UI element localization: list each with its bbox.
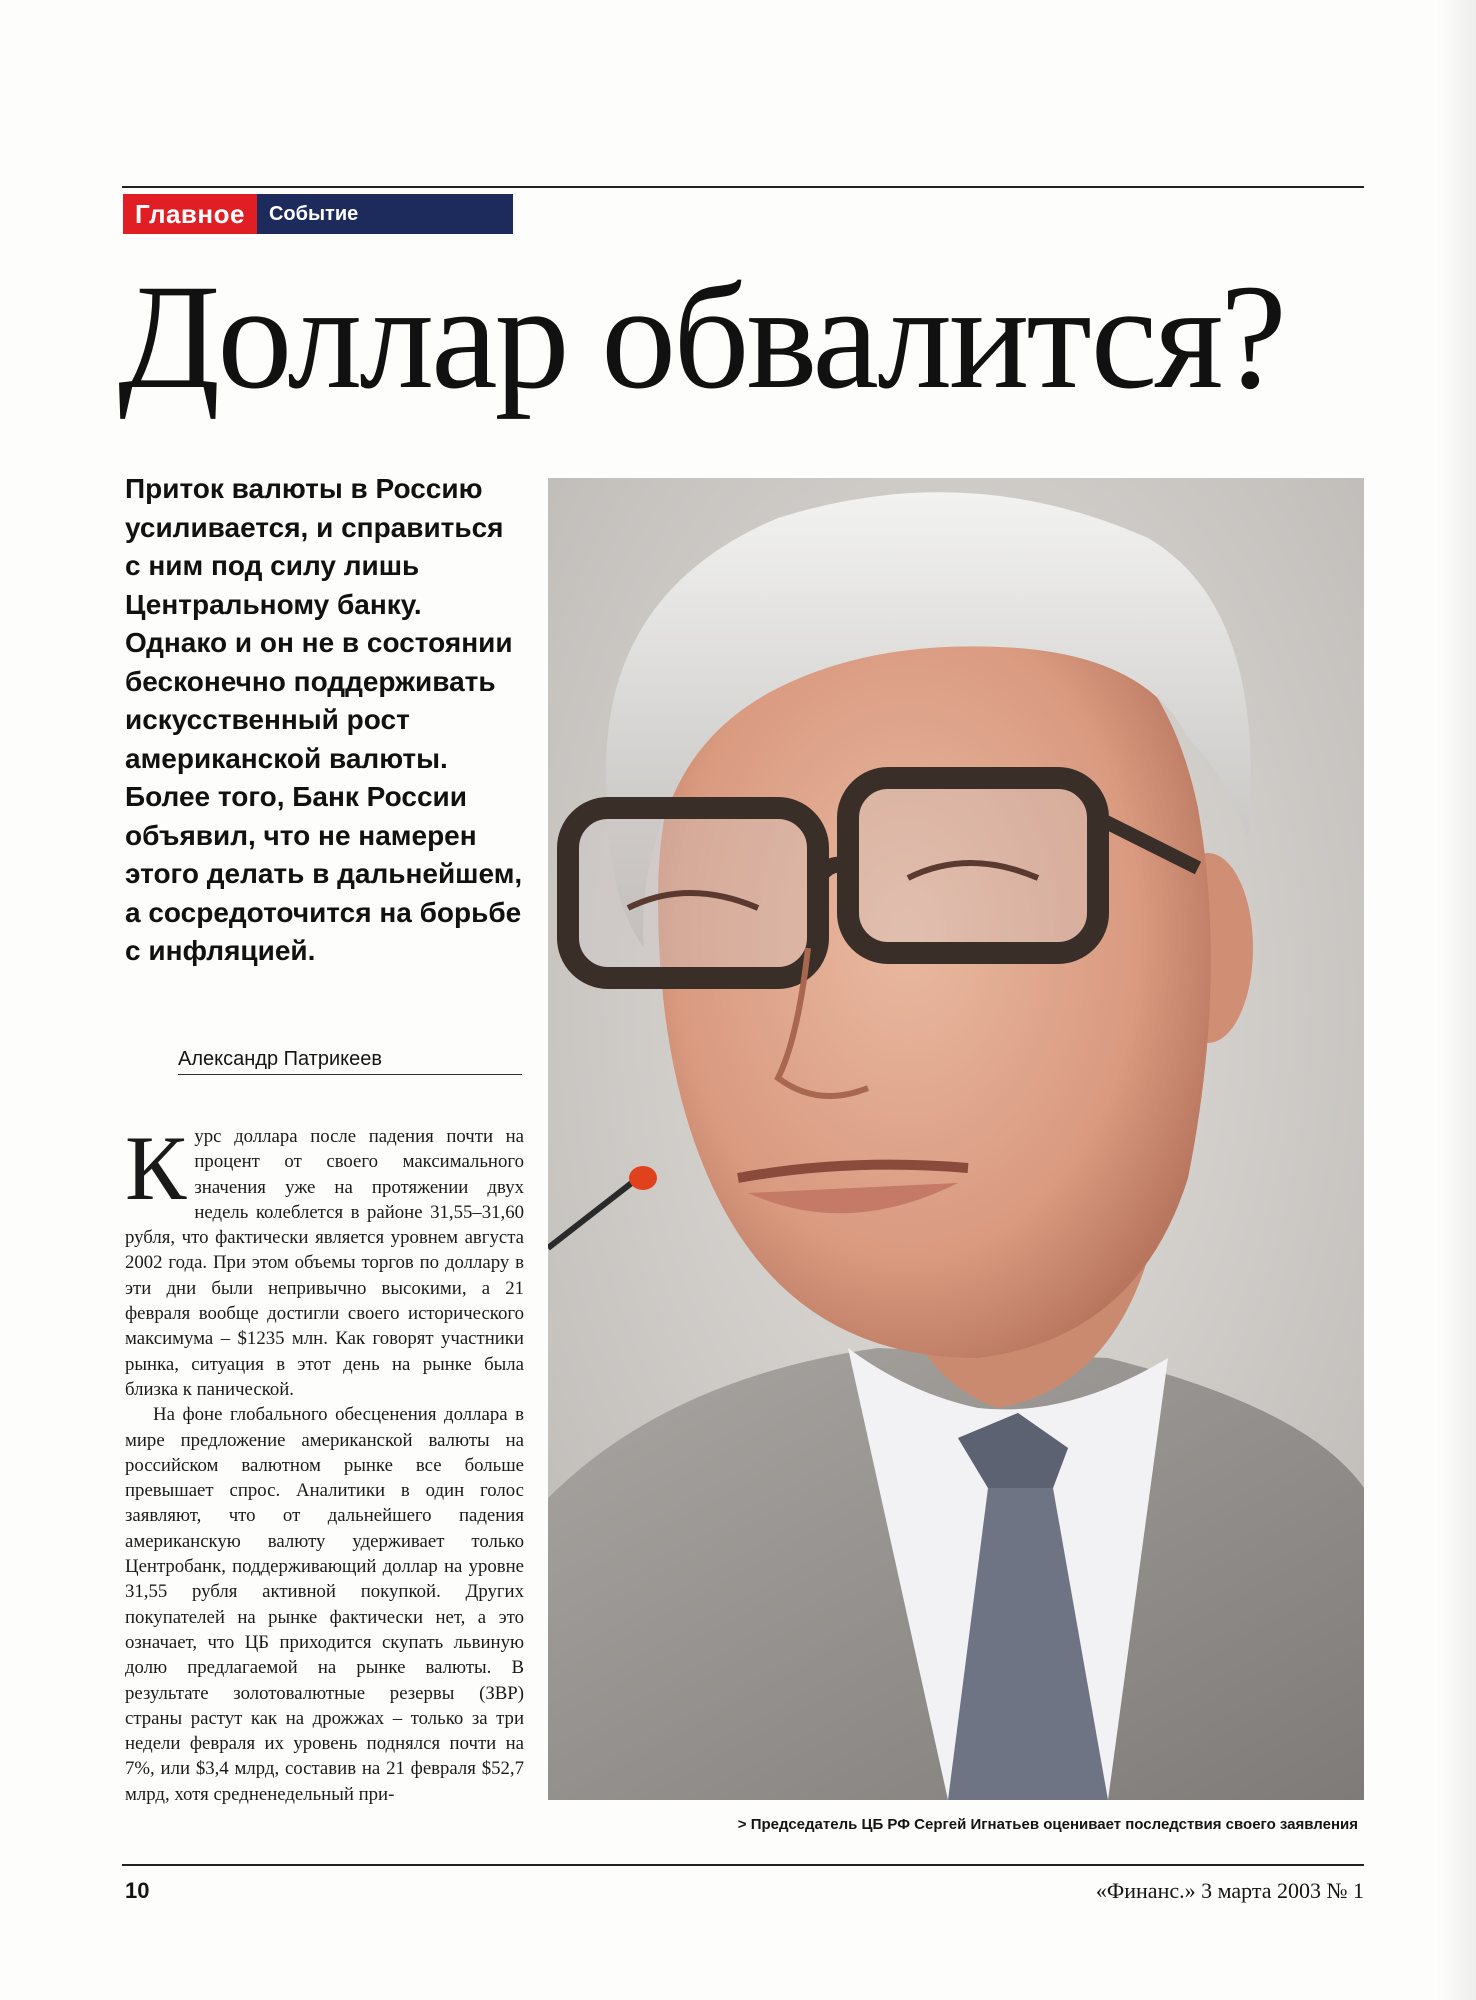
article-body — [125, 1117, 524, 1807]
section-sub-label: Событие — [257, 194, 513, 234]
portrait-illustration — [548, 478, 1364, 1800]
body-paragraph-2: На фоне глобального обесценения доллара в мире предложение американской валюты на российском валютном рынке все больше превышает спрос. Аналитики в один голос заявляют, что от дальнейшего падения американскую валюту удерживает только Центробанк, поддерживающий доллар на уровне 31,55 рубля активной покупкой. Других покупателей на рынке фактически нет, а это означает, что ЦБ приходится скупать львиную долю предлагаемой на рынке валюты. В результате золотовалютные резервы (ЗВР) страны растут как на дрожжах – только за три недели февраля их уровень поднялся почти на 7%, или $3,4 млрд, составив на 21 февраля $52,7 млрд, хотя средненедельный при- — [125, 1404, 524, 1805]
body-paragraph-1-text: урс доллара после падения почти на процент от своего максимального значения уже на протяжении двух недель колеблется в районе 31,55–31,60 рубля, что фактически является уровнем августа 2002 года. При этом объемы торгов по доллару в эти дни были непривычно высокими, а 21 февраля вообще достигли своего исторического максимума – $1235 млн. Как говорят участники рынка, ситуация в этот день на рынке была близка к панической. — [125, 1126, 524, 1400]
page-edge-shadow — [1436, 0, 1476, 2000]
drop-cap: К — [125, 1117, 187, 1219]
photo-caption: > Председатель ЦБ РФ Сергей Игнатьев оценивает последствия своего заявления — [737, 1816, 1358, 1833]
section-main-label: Главное — [123, 194, 257, 234]
top-rule — [122, 186, 1364, 188]
section-tag — [123, 194, 513, 234]
issue-info: «Финанс.» 3 марта 2003 № 1 — [1095, 1878, 1364, 1903]
lead-paragraph: Приток валюты в Россию усиливается, и справиться с ним под силу лишь Центральному банку. Однако и он не в состоянии бесконечно поддерживать искусственный рост американской валюты. Более того, Банк России объявил, что не намерен этого делать в дальнейшем, а сосредоточится на борьбе с инфляцией. — [125, 473, 523, 966]
bottom-rule — [122, 1864, 1364, 1866]
body-paragraph-1 — [125, 1117, 524, 1402]
page-number: 10 — [125, 1878, 150, 1903]
author-byline: Александр Патрикеев — [178, 1045, 522, 1075]
headline: Доллар обвалится? — [118, 254, 1284, 420]
portrait-photo — [548, 478, 1364, 1800]
